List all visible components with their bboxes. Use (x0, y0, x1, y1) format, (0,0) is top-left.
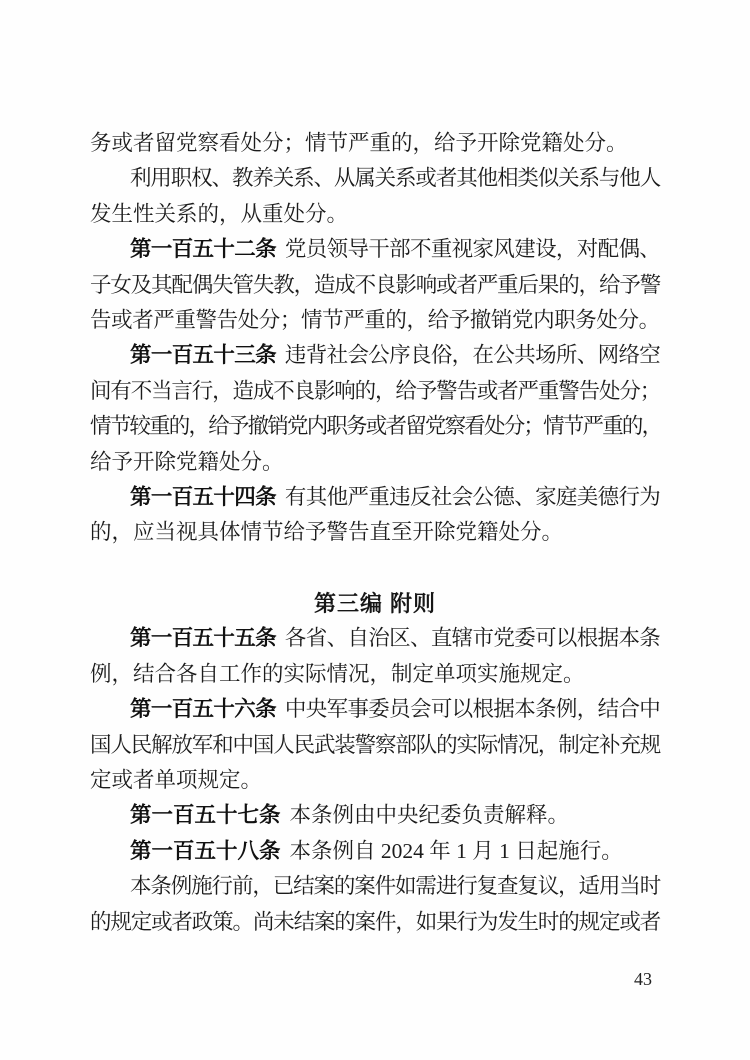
text-line (90, 338, 660, 373)
text-line (90, 445, 660, 480)
document-body (90, 126, 660, 940)
article-number: 第一百五十三条 (130, 343, 276, 368)
article-number: 第一百五十二条 (130, 237, 276, 262)
line-text: 违背社会公序良俗，在公共场所、网络空 (284, 343, 660, 368)
article-number: 第一百五十八条 (130, 838, 281, 863)
text-line (90, 905, 660, 940)
text-line (90, 374, 660, 409)
text-line (90, 409, 660, 444)
line-text: 给予开除党籍处分。 (90, 449, 284, 474)
line-text: 党员领导干部不重视家风建设，对配偶、 (284, 237, 660, 262)
text-line (90, 161, 660, 196)
text-line (90, 303, 660, 338)
text-line (90, 268, 660, 303)
line-text: 本条例施行前，已结案的案件如需进行复查复议，适用当时 (130, 874, 660, 899)
text-line (90, 763, 660, 798)
text-line (90, 621, 660, 656)
line-text: 各省、自治区、直辖市党委可以根据本条 (284, 626, 660, 651)
line-text: 本条例自 2024 年 1 月 1 日起施行。 (289, 838, 623, 863)
line-text: 子女及其配偶失管失教，造成不良影响或者严重后果的，给予警 (90, 272, 660, 297)
text-line (90, 232, 660, 267)
line-text: 情节较重的，给予撤销党内职务或者留党察看处分；情节严重的， (90, 414, 662, 439)
line-text: 发生性关系的，从重处分。 (90, 201, 349, 226)
line-text: 间有不当言行，造成不良影响的，给予警告或者严重警告处分； (90, 378, 660, 403)
line-text: 定或者单项规定。 (90, 768, 263, 793)
line-text: 国人民解放军和中国人民武装警察部队的实际情况，制定补充规 (90, 732, 660, 757)
text-line (90, 834, 660, 869)
article-number: 第一百五十五条 (130, 626, 276, 651)
line-text: 中央军事委员会可以根据本条例，结合中 (284, 697, 660, 722)
text-line (90, 197, 660, 232)
text-line (90, 657, 660, 692)
part-heading: 第三编 附则 (313, 591, 437, 617)
text-line (90, 798, 660, 833)
line-text: 本条例由中央纪委负责解释。 (289, 803, 570, 828)
page-number: 43 (634, 969, 652, 989)
line-text: 务或者留党察看处分；情节严重的，给予开除党籍处分。 (90, 131, 628, 155)
text-line (90, 480, 660, 515)
line-text: 有其他严重违反社会公德、家庭美德行为 (284, 484, 660, 509)
text-line (90, 126, 660, 161)
line-text: 的，应当视具体情节给予警告直至开除党籍处分。 (90, 520, 564, 545)
line-text: 例，结合各自工作的实际情况，制定单项实施规定。 (90, 661, 585, 686)
article-number: 第一百五十七条 (130, 803, 281, 828)
text-line (90, 869, 660, 904)
line-text: 利用职权、教养关系、从属关系或者其他相类似关系与他人 (130, 166, 660, 191)
line-text: 的规定或者政策。尚未结案的案件，如果行为发生时的规定或者 (90, 909, 660, 934)
line-text: 告或者严重警告处分；情节严重的，给予撤销党内职务处分。 (90, 307, 660, 332)
article-number: 第一百五十六条 (130, 697, 276, 722)
text-line (90, 728, 660, 763)
article-number: 第一百五十四条 (130, 484, 276, 509)
text-line (90, 515, 660, 550)
text-line (90, 692, 660, 727)
